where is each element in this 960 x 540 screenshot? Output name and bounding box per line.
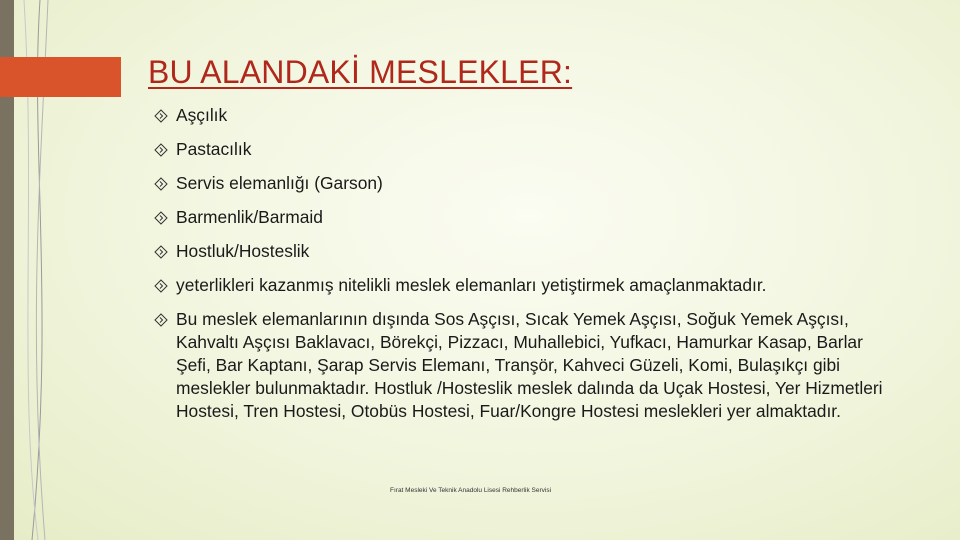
diamond-arrow-icon	[154, 313, 168, 327]
list-item-text: Aşçılık	[176, 105, 228, 125]
diamond-arrow-icon	[154, 279, 168, 293]
list-item	[154, 308, 899, 423]
diamond-arrow-icon	[154, 109, 168, 123]
diamond-arrow-icon	[154, 211, 168, 225]
diamond-arrow-icon	[154, 177, 168, 191]
list-item	[154, 172, 899, 195]
list-item-text: yeterlikleri kazanmış nitelikli meslek elemanları yetiştirmek amaçlanmaktadır.	[176, 275, 767, 295]
slide-title: BU ALANDAKİ MESLEKLER:	[148, 54, 573, 90]
list-item-text: Servis elemanlığı (Garson)	[176, 173, 383, 193]
list-item-text: Bu meslek elemanlarının dışında Sos Aşçısı, Sıcak Yemek Aşçısı, Soğuk Yemek Aşçısı, Kahvaltı Aşçısı Baklavacı, Börekçi, Pizzacı, Muhallebici, Yufkacı, Hamurkar Kasap, Barlar Şefi, Bar Kaptanı, Şarap Servis Elemanı, Tranşör, Kahveci Güzeli, Komi, Bulaşıkçı gibi meslekler bulunmaktadır. Hostluk /Hosteslik meslek dalında da Uçak Hostesi, Yer Hizmetleri Hostesi, Tren Hostesi, Otobüs Hostesi, Fuar/Kongre Hostesi meslekleri yer almaktadır.	[176, 309, 883, 421]
list-item-text: Pastacılık	[176, 139, 252, 159]
list-item-text: Hostluk/Hosteslik	[176, 241, 310, 261]
footer-note: Fırat Mesleki Ve Teknik Anadolu Lisesi Rehberlik Servisi	[390, 487, 552, 494]
list-item-text: Barmenlik/Barmaid	[176, 207, 323, 227]
diamond-arrow-icon	[154, 245, 168, 259]
diamond-arrow-icon	[154, 143, 168, 157]
list-item	[154, 274, 899, 297]
profession-list	[154, 104, 899, 423]
list-item	[154, 240, 899, 263]
list-item	[154, 104, 899, 127]
title-accent-bar	[0, 57, 121, 97]
list-item	[154, 138, 899, 161]
list-item	[154, 206, 899, 229]
